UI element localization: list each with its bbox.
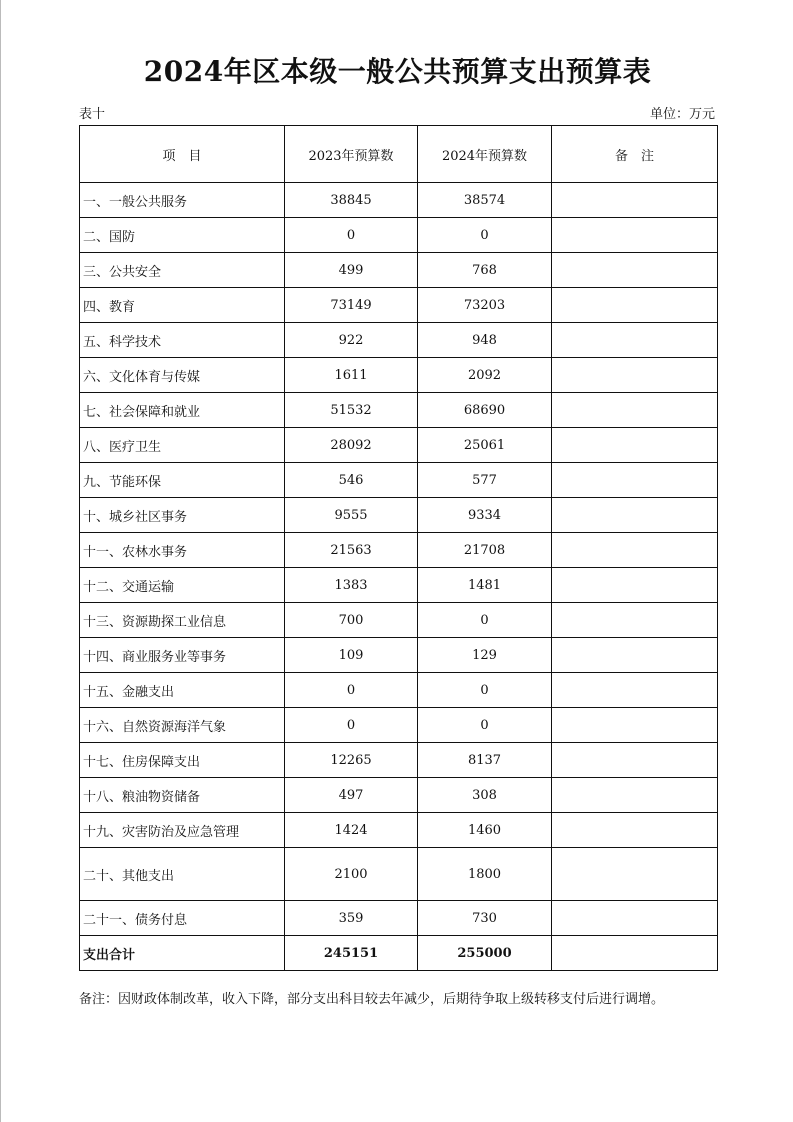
- value-2023: 21563: [285, 533, 418, 568]
- item-name: 十五、金融支出: [80, 673, 285, 708]
- note-cell: [552, 936, 718, 971]
- table-row: [80, 778, 718, 813]
- value-2024: 1481: [418, 568, 552, 603]
- table-row: [80, 253, 718, 288]
- table-row: [80, 393, 718, 428]
- note-cell: [552, 218, 718, 253]
- item-name: 十三、资源勘探工业信息: [80, 603, 285, 638]
- table-row: [80, 708, 718, 743]
- item-name: 五、科学技术: [80, 323, 285, 358]
- value-2023: 359: [285, 901, 418, 936]
- header-2024: 2024年预算数: [418, 126, 552, 183]
- note-cell: [552, 673, 718, 708]
- table-row: [80, 743, 718, 778]
- value-2024: 129: [418, 638, 552, 673]
- value-2024: 948: [418, 323, 552, 358]
- table-row: [80, 463, 718, 498]
- value-2024: 8137: [418, 743, 552, 778]
- value-2024: 73203: [418, 288, 552, 323]
- item-name: 十九、灾害防治及应急管理: [80, 813, 285, 848]
- value-2023: 1424: [285, 813, 418, 848]
- value-2024: 68690: [418, 393, 552, 428]
- note-cell: [552, 393, 718, 428]
- value-2024: 21708: [418, 533, 552, 568]
- table-header: [80, 126, 718, 183]
- value-2023: 245151: [285, 936, 418, 971]
- item-name: 二十、其他支出: [80, 848, 285, 901]
- note-cell: [552, 288, 718, 323]
- value-2024: 577: [418, 463, 552, 498]
- table-row: [80, 183, 718, 218]
- item-name: 二、国防: [80, 218, 285, 253]
- value-2024: 38574: [418, 183, 552, 218]
- value-2024: 0: [418, 603, 552, 638]
- table-row: [80, 673, 718, 708]
- table-row: [80, 288, 718, 323]
- table-row: [80, 638, 718, 673]
- note-cell: [552, 813, 718, 848]
- value-2023: 2100: [285, 848, 418, 901]
- value-2023: 109: [285, 638, 418, 673]
- value-2023: 0: [285, 708, 418, 743]
- value-2023: 73149: [285, 288, 418, 323]
- table-row: [80, 498, 718, 533]
- item-name: 八、医疗卫生: [80, 428, 285, 463]
- table-row: [80, 428, 718, 463]
- total-row: [80, 936, 718, 971]
- value-2023: 9555: [285, 498, 418, 533]
- item-name: 十四、商业服务业等事务: [80, 638, 285, 673]
- value-2023: 499: [285, 253, 418, 288]
- value-2023: 497: [285, 778, 418, 813]
- header-note: 备 注: [552, 126, 718, 183]
- value-2024: 0: [418, 708, 552, 743]
- value-2024: 768: [418, 253, 552, 288]
- note-cell: [552, 533, 718, 568]
- item-name: 二十一、债务付息: [80, 901, 285, 936]
- value-2023: 922: [285, 323, 418, 358]
- value-2024: 1460: [418, 813, 552, 848]
- note-cell: [552, 848, 718, 901]
- footnote: 备注：因财政体制改革，收入下降，部分支出科目较去年减少，后期待争取上级转移支付后进行调增。: [79, 992, 665, 1007]
- value-2023: 700: [285, 603, 418, 638]
- value-2023: 12265: [285, 743, 418, 778]
- table-row: [80, 358, 718, 393]
- item-name: 九、节能环保: [80, 463, 285, 498]
- note-cell: [552, 708, 718, 743]
- table-number: 表十: [79, 107, 106, 122]
- table-row: [80, 603, 718, 638]
- note-cell: [552, 743, 718, 778]
- item-name: 十一、农林水事务: [80, 533, 285, 568]
- value-2024: 1800: [418, 848, 552, 901]
- value-2023: 546: [285, 463, 418, 498]
- note-cell: [552, 253, 718, 288]
- item-name: 四、教育: [80, 288, 285, 323]
- note-cell: [552, 183, 718, 218]
- table-row: [80, 218, 718, 253]
- note-cell: [552, 358, 718, 393]
- value-2024: 0: [418, 218, 552, 253]
- item-name: 十、城乡社区事务: [80, 498, 285, 533]
- note-cell: [552, 901, 718, 936]
- value-2024: 730: [418, 901, 552, 936]
- note-cell: [552, 638, 718, 673]
- item-name: 十二、交通运输: [80, 568, 285, 603]
- table-row: [80, 813, 718, 848]
- value-2023: 1611: [285, 358, 418, 393]
- value-2024: 0: [418, 673, 552, 708]
- table-row: [80, 323, 718, 358]
- item-name: 一、一般公共服务: [80, 183, 285, 218]
- value-2023: 38845: [285, 183, 418, 218]
- table-row: [80, 848, 718, 901]
- note-cell: [552, 778, 718, 813]
- table-row: [80, 533, 718, 568]
- item-name: 十七、住房保障支出: [80, 743, 285, 778]
- item-name: 三、公共安全: [80, 253, 285, 288]
- value-2024: 308: [418, 778, 552, 813]
- note-cell: [552, 463, 718, 498]
- value-2024: 2092: [418, 358, 552, 393]
- header-2023: 2023年预算数: [285, 126, 418, 183]
- budget-table: [79, 125, 718, 971]
- item-name: 十八、粮油物资储备: [80, 778, 285, 813]
- value-2023: 0: [285, 673, 418, 708]
- value-2023: 1383: [285, 568, 418, 603]
- value-2024: 9334: [418, 498, 552, 533]
- note-cell: [552, 568, 718, 603]
- item-name: 七、社会保障和就业: [80, 393, 285, 428]
- note-cell: [552, 428, 718, 463]
- item-name: 十六、自然资源海洋气象: [80, 708, 285, 743]
- value-2024: 255000: [418, 936, 552, 971]
- table-row: [80, 568, 718, 603]
- note-cell: [552, 323, 718, 358]
- value-2024: 25061: [418, 428, 552, 463]
- table-row: [80, 901, 718, 936]
- note-cell: [552, 498, 718, 533]
- item-name: 支出合计: [80, 936, 285, 971]
- value-2023: 0: [285, 218, 418, 253]
- unit-label: 单位：万元: [649, 107, 715, 122]
- value-2023: 51532: [285, 393, 418, 428]
- value-2023: 28092: [285, 428, 418, 463]
- header-item: 项 目: [80, 126, 285, 183]
- item-name: 六、文化体育与传媒: [80, 358, 285, 393]
- note-cell: [552, 603, 718, 638]
- page-title: 2024年区本级一般公共预算支出预算表: [143, 55, 652, 88]
